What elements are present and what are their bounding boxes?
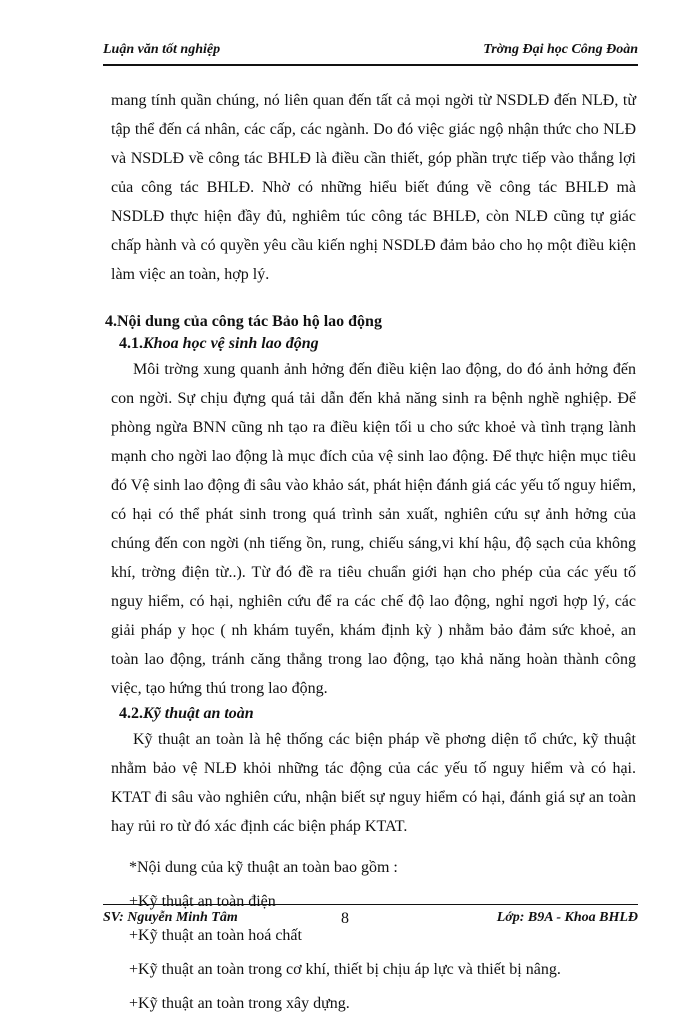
section-4-1-number: 4.1. xyxy=(119,335,143,352)
footer-rule xyxy=(103,904,638,905)
page-body xyxy=(105,86,636,1015)
section-4-1-paragraph: Môi trờng xung quanh ảnh hởng đến điều kiện lao động, do đó ảnh hởng đến con ngời. Sự chịu đựng quá tải dẫn đến khả năng sinh ra bệnh nghề nghiệp. Để phòng ngừa BNN cũng nh tạo ra điều kiện tối u cho sức khoẻ và tình trạng lành mạnh cho ngời lao động là mục đích của vệ sinh lao động. Để thực hiện mục tiêu đó Vệ sinh lao động đi sâu vào khảo sát, phát hiện đánh giá các yếu tố nguy hiểm, có hại có thể phát sinh trong quá trình sản xuất, nghiên cứu sự ảnh hởng của chúng đến con ngời (nh tiếng ồn, rung, chiếu sáng,vi khí hậu, độ sạch của không khí, trờng điện từ..). Từ đó đề ra tiêu chuẩn giới hạn cho phép của các yếu tố nguy hiểm, có hại, nghiên cứu để ra các chế độ lao động, nghỉ ngơi hợp lý, các giải pháp y học ( nh khám tuyển, khám định kỳ ) nhằm bảo đảm sức khoẻ, an toàn lao động, tránh căng thẳng trong lao động, tạo khả năng hoàn thành công việc, tạo hứng thú trong lao động. xyxy=(111,361,636,697)
section-4-2-title: Kỹ thuật an toàn xyxy=(143,705,254,722)
section-4-heading: 4.Nội dung của công tác Bảo hộ lao động xyxy=(105,313,382,330)
section-4-1-title: Khoa học vệ sinh lao động xyxy=(143,335,319,352)
list-item: +Kỹ thuật an toàn điện xyxy=(129,893,276,910)
intro-paragraph: mang tính quần chúng, nó liên quan đến tất cả mọi ngời từ NSDLĐ đến NLĐ, từ tập thể đến cá nhân, các cấp, các ngành. Do đó việc giác ngộ nhận thức cho NLĐ và NSDLĐ về công tác BHLĐ là điều cần thiết, góp phần trực tiếp vào thắng lợi của công tác BHLĐ. Nhờ có những hiểu biết đúng về công tác BHLĐ mà NSDLĐ thực hiện đầy đủ, nghiêm túc công tác BHLĐ, còn NLĐ cũng tự giác chấp hành và có quyền yêu cầu kiến nghị NSDLĐ đảm bảo cho họ một điều kiện làm việc an toàn, hợp lý. xyxy=(111,92,636,283)
footer-class: Lớp: B9A - Khoa BHLĐ xyxy=(496,910,638,925)
section-4-2-heading xyxy=(119,703,636,725)
header-thesis-label: Luận văn tốt nghiệp xyxy=(103,42,221,57)
list-item: +Kỹ thuật an toàn hoá chất xyxy=(129,927,302,944)
page-header xyxy=(103,40,638,64)
page-footer xyxy=(103,910,638,932)
safety-list-intro: *Nội dung của kỹ thuật an toàn bao gồm : xyxy=(129,859,398,876)
section-4-2-number: 4.2. xyxy=(119,705,143,722)
header-rule xyxy=(103,64,638,66)
list-item: +Kỹ thuật an toàn trong cơ khí, thiết bị chịu áp lực và thiết bị nâng. xyxy=(129,961,561,978)
footer-student: SV: Nguyễn Minh Tâm xyxy=(103,910,238,925)
list-item: +Kỹ thuật an toàn trong xây dựng. xyxy=(129,995,350,1012)
section-4-2-paragraph: Kỹ thuật an toàn là hệ thống các biện pháp về phơng diện tổ chức, kỹ thuật nhằm bảo vệ NLĐ khỏi những tác động của các yếu tố nguy hiểm và có hại. KTAT đi sâu vào nghiên cứu, nhận biết sự nguy hiểm có hại, đánh giá sự an toàn hay rủi ro từ đó xác định các biện pháp KTAT. xyxy=(111,731,636,835)
page-number: 8 xyxy=(341,910,349,927)
section-4-1-heading xyxy=(119,333,636,355)
header-university: Trờng Đại học Công Đoàn xyxy=(483,42,638,57)
